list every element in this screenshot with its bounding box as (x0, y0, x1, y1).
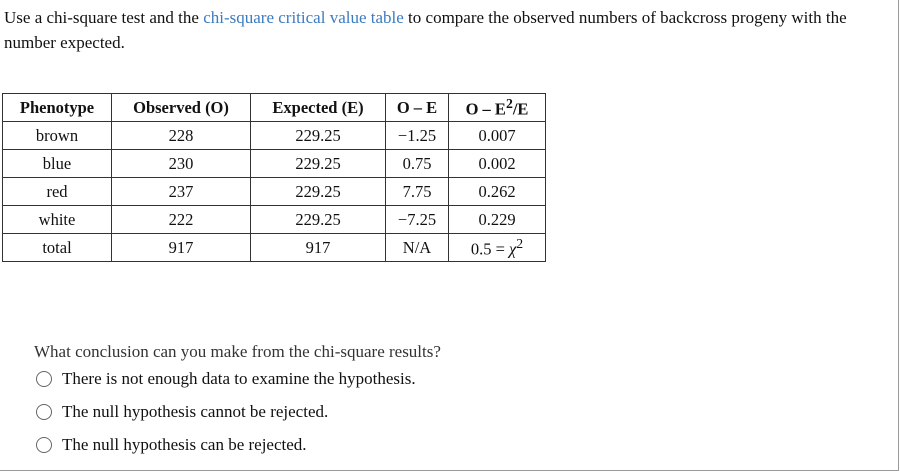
chi-square-table-link[interactable]: chi-square critical value table (203, 8, 404, 27)
cell-phenotype: white (3, 206, 112, 234)
chi-square-value: 0.5 = (470, 239, 510, 259)
header-observed: Observed (O) (112, 94, 251, 122)
question-prompt: What conclusion can you make from the chi-square results? (34, 342, 441, 361)
answer-option-label: The null hypothesis can be rejected. (62, 435, 307, 454)
radio-button[interactable] (36, 437, 52, 453)
cell-phenotype: total (3, 234, 112, 262)
cell-chi-term: 0.262 (449, 178, 546, 206)
radio-button[interactable] (36, 371, 52, 387)
cell-observed: 237 (112, 178, 251, 206)
radio-button[interactable] (36, 404, 52, 420)
cell-observed: 917 (112, 234, 251, 262)
header-o-minus-e: O – E (386, 94, 449, 122)
cell-o-minus-e: N/A (386, 234, 449, 262)
cell-chi-square-total (449, 234, 546, 262)
cell-chi-term: 0.229 (449, 206, 546, 234)
header-expected: Expected (E) (251, 94, 386, 122)
cell-observed: 222 (112, 206, 251, 234)
cell-chi-term: 0.002 (449, 150, 546, 178)
answer-option[interactable] (36, 369, 416, 389)
answer-option[interactable] (36, 435, 307, 455)
table-row (3, 122, 546, 150)
header-chi-term-sup: 2 (505, 95, 513, 111)
cell-o-minus-e: 0.75 (386, 150, 449, 178)
header-phenotype: Phenotype (3, 94, 112, 122)
cell-chi-term: 0.007 (449, 122, 546, 150)
cell-observed: 228 (112, 122, 251, 150)
cell-expected: 917 (251, 234, 386, 262)
question-intro (4, 5, 884, 55)
table-header-row (3, 94, 546, 122)
cell-observed: 230 (112, 150, 251, 178)
intro-text-start: Use a chi-square test and the (4, 8, 204, 27)
table-row (3, 206, 546, 234)
cell-expected: 229.25 (251, 150, 386, 178)
header-chi-term (449, 94, 546, 122)
answer-option[interactable] (36, 402, 328, 422)
cell-o-minus-e: −7.25 (386, 206, 449, 234)
cell-phenotype: brown (3, 122, 112, 150)
chi-square-table (2, 93, 546, 262)
chi-symbol: χ (509, 239, 517, 259)
cell-o-minus-e: 7.75 (386, 178, 449, 206)
cell-expected: 229.25 (251, 122, 386, 150)
cell-phenotype: red (3, 178, 112, 206)
answer-option-label: The null hypothesis cannot be rejected. (62, 402, 329, 421)
table-total-row (3, 234, 546, 262)
chi-symbol-sup: 2 (516, 235, 524, 251)
cell-phenotype: blue (3, 150, 112, 178)
cell-o-minus-e: −1.25 (386, 122, 449, 150)
header-chi-term-suffix: /E (512, 99, 529, 119)
intro-text-end: to compare the observed numbers of backcross progeny with the number expected. (4, 8, 847, 52)
table-row (3, 178, 546, 206)
answer-option-label: There is not enough data to examine the hypothesis. (62, 369, 416, 388)
cell-expected: 229.25 (251, 206, 386, 234)
header-chi-term-prefix: O – E (465, 99, 506, 119)
cell-expected: 229.25 (251, 178, 386, 206)
table-row (3, 150, 546, 178)
